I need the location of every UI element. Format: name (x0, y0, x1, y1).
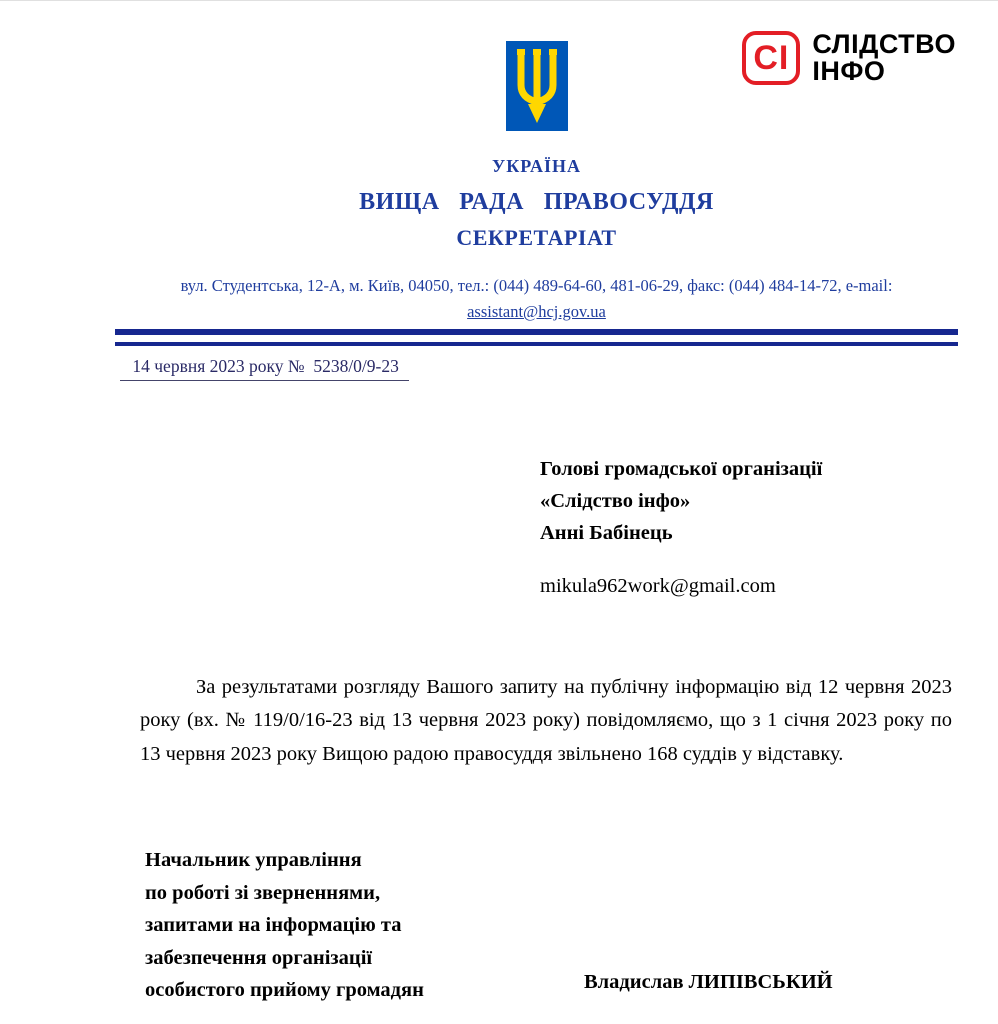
signer-title-line: забезпечення організації (145, 946, 373, 969)
signer-title-block (145, 844, 424, 1007)
logo-line-1: СЛІДСТВО (812, 29, 956, 59)
recipient-email: mikula962work@gmail.com (540, 575, 776, 597)
signer-title-line: Начальник управління (145, 849, 362, 871)
recipient-organization: «Слідство інфо» (540, 490, 691, 512)
recipient-name: Анні Бабінець (540, 522, 673, 544)
ukraine-coat-of-arms-icon (506, 41, 568, 131)
department-name: СЕКРЕТАРІАТ (456, 225, 617, 250)
recipient-title: Голові громадської організації (540, 458, 823, 480)
signer-title-line: особистого прийому громадян (145, 979, 424, 1001)
signer-title-line: по роботі зі зверненнями, (145, 881, 381, 904)
letterhead-rule-bottom (115, 342, 958, 346)
letterhead-rule-top (115, 329, 958, 335)
org-email-link[interactable]: assistant@hcj.gov.ua (467, 302, 606, 321)
letter-body-paragraph: За результатами розгляду Вашого запиту на публічну інформацію від 12 червня 2023 року (вх. № 119/0/16-23 від 13 червня 2023 року) повідомляємо, що з 1 січня 2023 року по 13 червня 2023 року Вищою радою правосуддя звільнено 168 суддів у відставку. (140, 676, 952, 765)
slidstvo-info-logo (742, 31, 956, 85)
slidstvo-info-ci-icon (742, 31, 800, 85)
slidstvo-info-wordmark (812, 31, 956, 85)
ci-mark-text: СІ (753, 38, 790, 77)
organization-name: ВИЩА РАДА ПРАВОСУДДЯ (359, 189, 714, 215)
recipient-block (540, 453, 822, 602)
signer-name: Владислав ЛИПІВСЬКИЙ (584, 971, 833, 993)
address-block (115, 273, 958, 325)
signer-title-line: запитами на інформацію та (145, 914, 402, 936)
address-line: вул. Студентська, 12-А, м. Київ, 04050, тел.: (044) 489-64-60, 481-06-29, факс: (044) 484-14-72, e-mail: (180, 276, 893, 295)
logo-line-2: ІНФО (812, 56, 886, 86)
date-reference-line: 14 червня 2023 року № 5238/0/9-23 (120, 356, 409, 381)
country-name: УКРАЇНА (492, 156, 581, 176)
